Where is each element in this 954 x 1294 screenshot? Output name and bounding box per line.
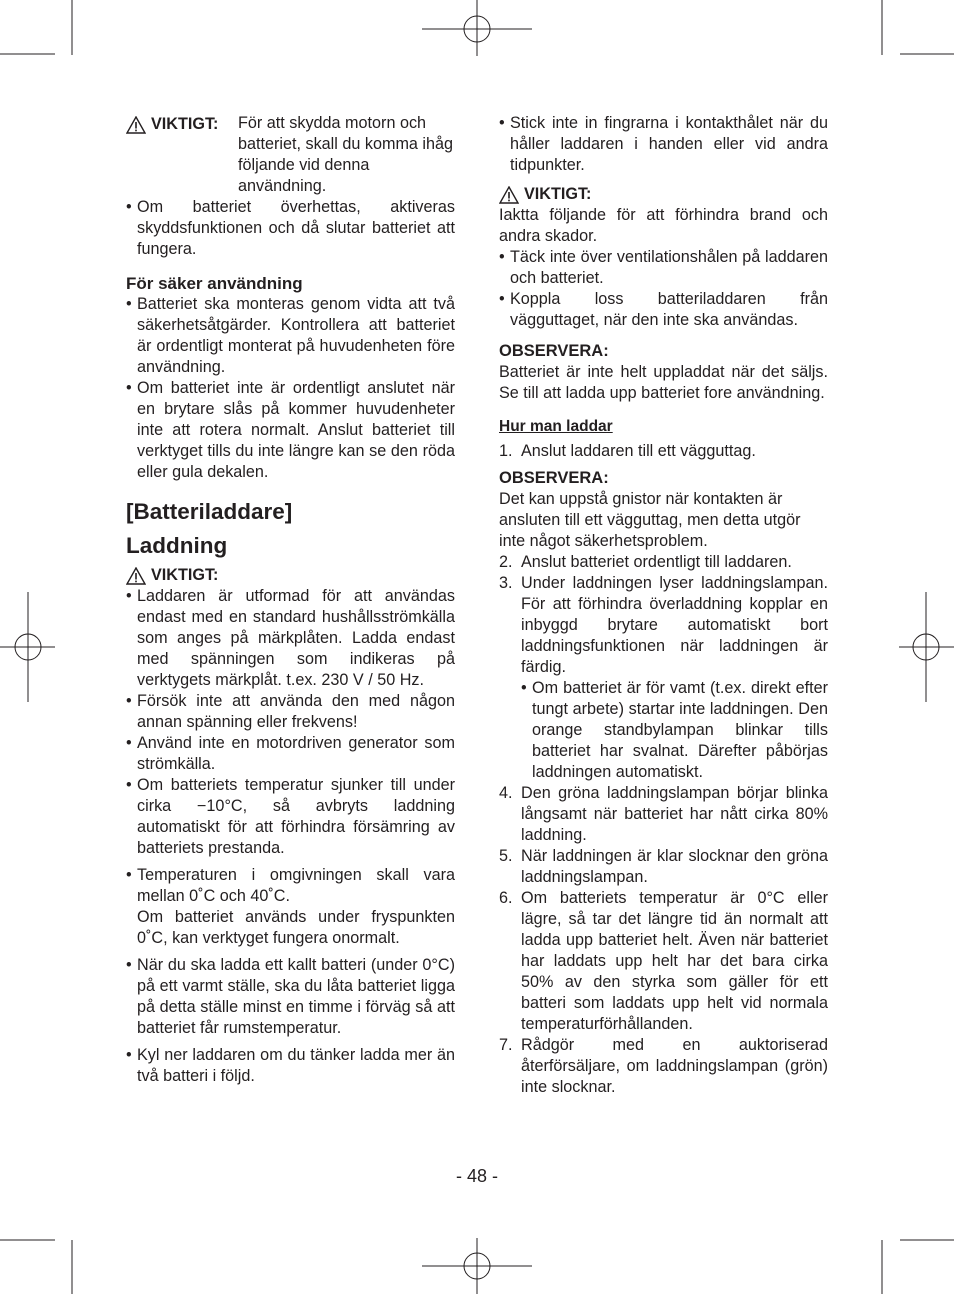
warning-label: VIKTIGT: bbox=[151, 566, 219, 584]
list-item: • Om batteriets temperatur sjunker till under cirka −10°C, så avbryts laddning automatiskt för att förhindra försämring av batteriets prestanda. bbox=[126, 775, 455, 859]
step-list-2 bbox=[499, 552, 828, 1098]
list-item bbox=[499, 1035, 828, 1098]
list-item: • Om batteriet överhettas, aktiveras skyddsfunktionen och då slutar batteriet att fungera. bbox=[126, 197, 455, 260]
list-item: • Stick inte in fingrarna i kontakthålet när du håller laddaren i handen eller vid andra tidpunkter. bbox=[499, 113, 828, 176]
list-item: • Om batteriet inte är ordentligt anslutet när en brytare slås på kommer huvudenheter inte att rotera normalt. Anslut batteriet till verktyget tills du inte längre kan se den röda eller gula dekalen. bbox=[126, 378, 455, 483]
list-item: • Laddaren är utformad för att användas endast med en standard hushållsströmkälla som anges på märkplåten. Ladda endast med spänningen som indikeras på verktygets märkplåt. t.ex. 230 V / 50 Hz. bbox=[126, 586, 455, 691]
list-item bbox=[499, 441, 828, 462]
list-item bbox=[499, 846, 828, 888]
section-subtitle: Laddning bbox=[126, 533, 228, 558]
list-item bbox=[499, 573, 828, 783]
section-title: [Batteriladdare] bbox=[126, 499, 293, 524]
cold-battery-list bbox=[126, 955, 455, 1039]
warning-text: Iaktta följande för att förhindra brand och andra skador. bbox=[499, 206, 828, 245]
list-item: • Koppla loss batteriladdaren från vägguttaget, när den inte ska användas. bbox=[499, 289, 828, 331]
list-item: • Om batteriet är för vamt (t.ex. direkt efter tungt arbete) startar inte laddningen. Den orange standbylampan blinkar tills batteriet har svalnat. Därefter påbörjas laddningen automatiskt. bbox=[521, 678, 828, 783]
list-item bbox=[126, 865, 455, 949]
list-item: • Täck inte över ventilationshålen på laddaren och batteriet. bbox=[499, 247, 828, 289]
overheat-list bbox=[126, 197, 455, 260]
temperature-range-text: • Temperaturen i omgivningen skall vara mellan 0˚C och 40˚C. bbox=[137, 866, 455, 905]
step-number: 7. bbox=[499, 1036, 513, 1054]
list-item: • Batteriet ska monteras genom vidta att två säkerhetsåtgärder. Kontrollera att batteriet är ordentligt monterat på huvudenheten före användning. bbox=[126, 294, 455, 378]
step-text: Om batteriets temperatur är 0°C eller lägre, så tar det längre tid än normalt att ladda upp batteriet helt. Även när batteriet har laddats upp helt har det bara cirka 50% av den styrka som gäller för ett batteri som laddats upp helt vid normala temperaturförhållanden. bbox=[521, 889, 828, 1033]
step-number: 1. bbox=[499, 442, 513, 460]
warning-text: För att skydda motorn och batteriet, skall du komma ihåg följande vid denna användning. bbox=[238, 114, 454, 195]
fire-warning-list bbox=[499, 247, 828, 331]
list-item: • Använd inte en motordriven generator som strömkälla. bbox=[126, 733, 455, 775]
warning-label: VIKTIGT: bbox=[151, 115, 219, 133]
step-text: Anslut laddaren till ett vägguttag. bbox=[521, 442, 756, 460]
step-text: Under laddningen lyser laddningslampan. För att förhindra överladdning kopplar en inbyggd brytare automatiskt bort laddningsfunktionen när laddningen är färdig. bbox=[521, 574, 828, 676]
list-item: • Försök inte att använda den med någon annan spänning eller frekvens! bbox=[126, 691, 455, 733]
note-text: Det kan uppstå gnistor när kontakten är ansluten till ett vägguttag, men detta utgör inte något säkerhetsproblem. bbox=[499, 490, 801, 550]
step-number: 4. bbox=[499, 784, 513, 802]
step-number: 2. bbox=[499, 553, 513, 571]
temperature-list bbox=[126, 865, 455, 949]
note-text: Batteriet är inte helt uppladdat när det säljs. Se till att ladda upp batteriet fore användning. bbox=[499, 363, 828, 402]
page-number: - 48 - bbox=[455, 1166, 498, 1186]
step-text: Anslut batteriet ordentligt till laddaren. bbox=[521, 553, 792, 571]
finger-warning-list bbox=[499, 113, 828, 176]
note-heading: OBSERVERA: bbox=[499, 469, 609, 487]
temperature-freeze-text: Om batteriet används under fryspunkten 0˚C, kan verktyget fungera onormalt. bbox=[137, 908, 455, 947]
warning-label: VIKTIGT: bbox=[524, 185, 592, 203]
how-to-charge-heading: Hur man laddar bbox=[499, 418, 613, 435]
warning-triangle-icon bbox=[126, 116, 146, 134]
step-text: När laddningen är klar slocknar den gröna laddningslampan. bbox=[521, 847, 828, 886]
right-column bbox=[499, 113, 828, 1098]
list-item bbox=[499, 888, 828, 1035]
warning-triangle-icon bbox=[499, 186, 519, 204]
warning-heading bbox=[126, 113, 238, 197]
list-item: • När du ska ladda ett kallt batteri (under 0°C) på ett varmt ställe, ska du låta batteriet ligga på detta ställe minst en timme i förväg så att batteriet får rumstemperatur. bbox=[126, 955, 455, 1039]
sub-list bbox=[521, 678, 828, 783]
note-heading: OBSERVERA: bbox=[499, 342, 609, 360]
step-number: 6. bbox=[499, 889, 513, 907]
step-text: Den gröna laddningslampan börjar blinka långsamt när batteriet har nått cirka 80% laddning. bbox=[521, 784, 828, 844]
list-item: • Kyl ner laddaren om du tänker ladda mer än två batteri i följd. bbox=[126, 1045, 455, 1087]
safe-use-list bbox=[126, 294, 455, 483]
warning-triangle-icon bbox=[126, 567, 146, 585]
safe-use-heading: För säker användning bbox=[126, 274, 303, 293]
cooling-list bbox=[126, 1045, 455, 1087]
list-item bbox=[499, 552, 828, 573]
warning-block-motor bbox=[126, 113, 455, 197]
step-list-1 bbox=[499, 441, 828, 462]
warning-heading bbox=[499, 184, 828, 205]
step-number: 3. bbox=[499, 574, 513, 592]
step-number: 5. bbox=[499, 847, 513, 865]
step-text: Rådgör med en auktoriserad återförsäljare, om laddningslampan (grön) inte slocknar. bbox=[521, 1036, 828, 1096]
warning-heading bbox=[126, 565, 455, 586]
left-column bbox=[126, 113, 455, 1087]
list-item bbox=[499, 783, 828, 846]
charger-warning-list bbox=[126, 586, 455, 859]
